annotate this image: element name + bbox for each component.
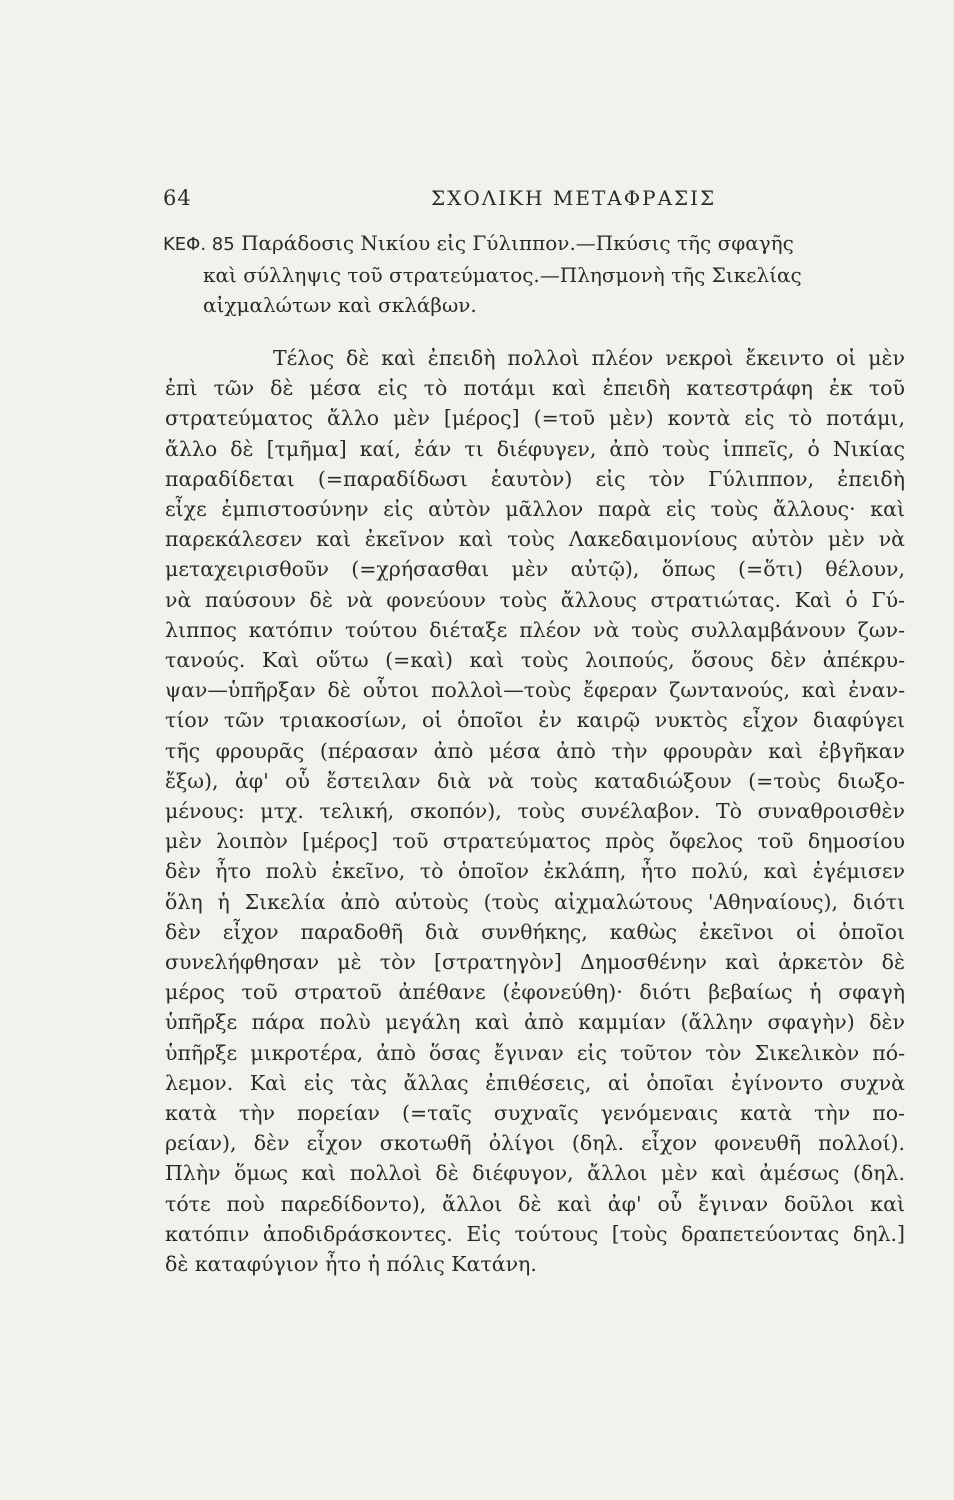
body-line: μένους: μτχ. τελική, σκοπόν), τοὺς συνέλαβον. Τὸ συναθροισθὲν: [165, 799, 905, 824]
body-line: κατόπιν ἀποδιδράσκοντες. Εἰς τούτους [τοὺς δραπετεύοντας δηλ.]: [165, 1221, 905, 1246]
body-line: λεμον. Καὶ εἰς τὰς ἄλλας ἐπιθέσεις, αἱ ὁποῖαι ἐγίνοντο συχνὰ: [165, 1070, 905, 1095]
chapter-label: ΚΕΦ. 85: [163, 234, 235, 255]
body-line: ἔξω), ἀφ' οὗ ἔστειλαν διὰ νὰ τοὺς καταδιώξουν (=τοὺς διωξο-: [165, 768, 905, 793]
body-line: τίον τῶν τριακοσίων, οἱ ὁποῖοι ἐν καιρῷ νυκτὸς εἶχον διαφύγει: [165, 708, 905, 733]
chapter-title-line: αἰχμαλώτων καὶ σκλάβων.: [203, 293, 477, 317]
body-line: νὰ παύσουν δὲ νὰ φονεύουν τοὺς ἄλλους στρατιώτας. Καὶ ὁ Γύ-: [165, 587, 905, 612]
body-line: λιππος κατόπιν τούτου διέταξε πλέον νὰ τοὺς συλλαμβάνουν ζων-: [165, 617, 905, 642]
body-line: μὲν λοιπὸν [μέρος] τοῦ στρατεύματος πρὸς ὄφελος τοῦ δημοσίου: [165, 829, 905, 854]
body-line: μέρος τοῦ στρατοῦ ἀπέθανε (ἐφονεύθη)· διότι βεβαίως ἡ σφαγὴ: [165, 980, 905, 1005]
body-line: δὲν ἦτο πολὺ ἐκεῖνο, τὸ ὁποῖον ἐκλάπη, ἦτο πολύ, καὶ ἐγέμισεν: [165, 859, 905, 884]
body-line: δὲ καταφύγιον ἦτο ἡ πόλις Κατάνη.: [165, 1252, 537, 1277]
chapter-title-line: καὶ σύλληψις τοῦ στρατεύματος.—Πλησμονὴ τῆς Σικελίας: [203, 263, 802, 287]
body-line: συνελήφθησαν μὲ τὸν [στρατηγὸν] Δημοσθένην καὶ ἀρκετὸν δὲ: [165, 950, 905, 975]
body-line: τανούς. Καὶ οὕτω (=καὶ) καὶ τοὺς λοιπούς, ὅσους δὲν ἀπέκρυ-: [165, 648, 905, 673]
body-line: ὑπῆρξε πάρα πολὺ μεγάλη καὶ ἀπὸ καμμίαν (ἄλλην σφαγὴν) δὲν: [165, 1010, 905, 1035]
body-line: Τέλος δὲ καὶ ἐπειδὴ πολλοὶ πλέον νεκροὶ ἔκειντο οἱ μὲν: [273, 346, 905, 370]
chapter-title-line: Παράδοσις Νικίου εἰς Γύλιππον.—Πκύσις τῆς σφαγῆς: [241, 231, 794, 255]
body-text: [165, 343, 905, 1279]
running-head: ΣΧΟΛΙΚΗ ΜΕΤΑΦΡΑΣΙΣ: [431, 186, 717, 210]
body-line: στρατεύματος ἄλλο μὲν [μέρος] (=τοῦ μὲν) κοντὰ εἰς τὸ ποτάμι,: [165, 406, 905, 431]
body-line: μεταχειρισθοῦν (=χρήσασθαι μὲν αὐτῷ), ὅπως (=ὅτι) θέλουν,: [165, 557, 905, 582]
body-line: παρεκάλεσεν καὶ ἐκεῖνον καὶ τοὺς Λακεδαιμονίους αὐτὸν μὲν νὰ: [165, 527, 905, 552]
body-line: τῆς φρουρᾶς (πέρασαν ἀπὸ μέσα ἀπὸ τὴν φρουρὰν καὶ ἐβγῆκαν: [165, 738, 905, 763]
page-number: 64: [163, 186, 192, 210]
body-line: Πλὴν ὅμως καὶ πολλοὶ δὲ διέφυγον, ἄλλοι μὲν καὶ ἀμέσως (δηλ.: [165, 1161, 905, 1186]
body-line: ψαν—ὑπῆρξαν δὲ οὗτοι πολλοὶ—τοὺς ἔφεραν ζωντανούς, καὶ ἐναν-: [165, 678, 905, 703]
body-line: ὑπῆρξε μικροτέρα, ἀπὸ ὅσας ἔγιναν εἰς τοῦτον τὸν Σικελικὸν πό-: [165, 1040, 905, 1065]
body-line: ἐπὶ τῶν δὲ μέσα εἰς τὸ ποτάμι καὶ ἐπειδὴ κατεστράφη ἐκ τοῦ: [165, 376, 905, 401]
body-line: κατὰ τὴν πορείαν (=ταῖς συχναῖς γενόμεναις κατὰ τὴν πο-: [165, 1101, 905, 1126]
body-line: ἄλλο δὲ [τμῆμα] καί, ἐάν τι διέφυγεν, ἀπὸ τοὺς ἱππεῖς, ὁ Νικίας: [165, 436, 905, 461]
body-line: τότε ποὺ παρεδίδοντο), ἄλλοι δὲ καὶ ἀφ' οὗ ἔγιναν δοῦλοι καὶ: [165, 1191, 905, 1216]
body-line: ρείαν), δὲν εἶχον σκοτωθῆ ὀλίγοι (δηλ. εἶχον φονευθῆ πολλοί).: [165, 1131, 905, 1156]
page-header: [163, 186, 898, 216]
body-line: παραδίδεται (=παραδίδωσι ἑαυτὸν) εἰς τὸν Γύλιππον, ἐπειδὴ: [165, 466, 905, 491]
body-line: εἶχε ἐμπιστοσύνην εἰς αὐτὸν μᾶλλον παρὰ εἰς τοὺς ἄλλους· καὶ: [165, 497, 905, 522]
body-line: δὲν εἶχον παραδοθῆ διὰ συνθήκης, καθὼς ἐκεῖνοι οἱ ὁποῖοι: [165, 919, 905, 944]
body-line: ὅλη ἡ Σικελία ἀπὸ αὐτοὺς (τοὺς αἰχμαλώτους 'Αθηναίους), διότι: [165, 889, 905, 914]
chapter-heading: [163, 228, 903, 320]
